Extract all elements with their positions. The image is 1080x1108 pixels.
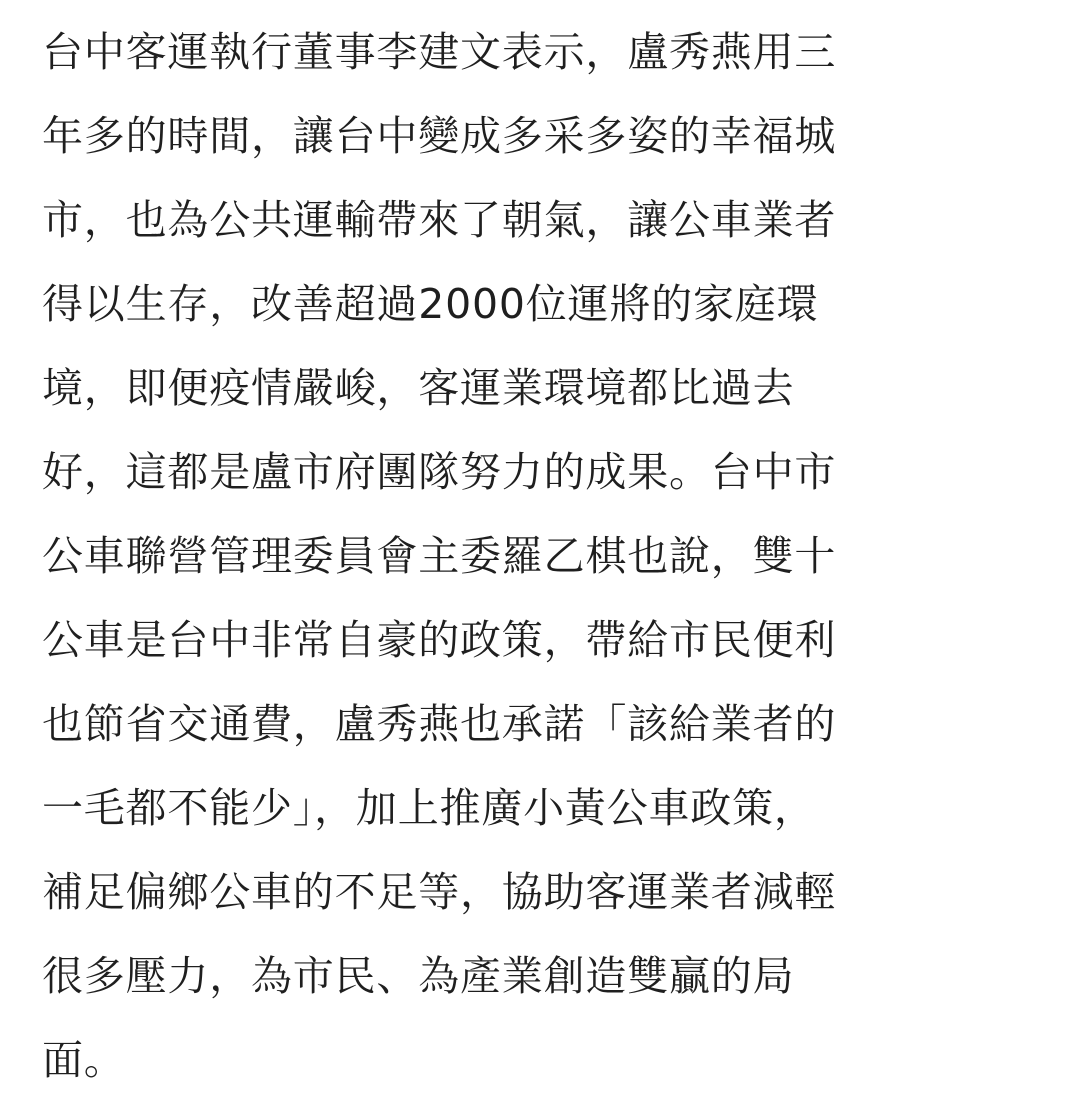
paragraph-line: 面。 (42, 1036, 126, 1084)
paragraph-line: 得以生存，改善超過2000位運將的家庭環 (42, 280, 819, 328)
paragraph-line: 公車聯營管理委員會主委羅乙棋也說，雙十 (42, 532, 837, 580)
paragraph-line: 一毛都不能少」，加上推廣小黃公車政策， (42, 784, 816, 832)
paragraph-line: 很多壓力，為市民、為產業創造雙贏的局 (42, 952, 795, 1000)
paragraph-line: 公車是台中非常自豪的政策，帶給市民便利 (42, 616, 837, 664)
paragraph-line: 補足偏鄉公車的不足等，協助客運業者減輕 (42, 868, 837, 916)
paragraph-line: 台中客運執行董事李建文表示，盧秀燕用三 (42, 28, 837, 76)
paragraph-line: 市，也為公共運輸帶來了朝氣，讓公車業者 (42, 196, 837, 244)
paragraph-line: 也節省交通費，盧秀燕也承諾「該給業者的 (42, 700, 837, 748)
paragraph-line: 境，即便疫情嚴峻，客運業環境都比過去 (42, 364, 795, 412)
paragraph-line: 年多的時間，讓台中變成多采多姿的幸福城 (42, 112, 837, 160)
paragraph-line: 好，這都是盧市府團隊努力的成果。台中市 (42, 448, 837, 496)
